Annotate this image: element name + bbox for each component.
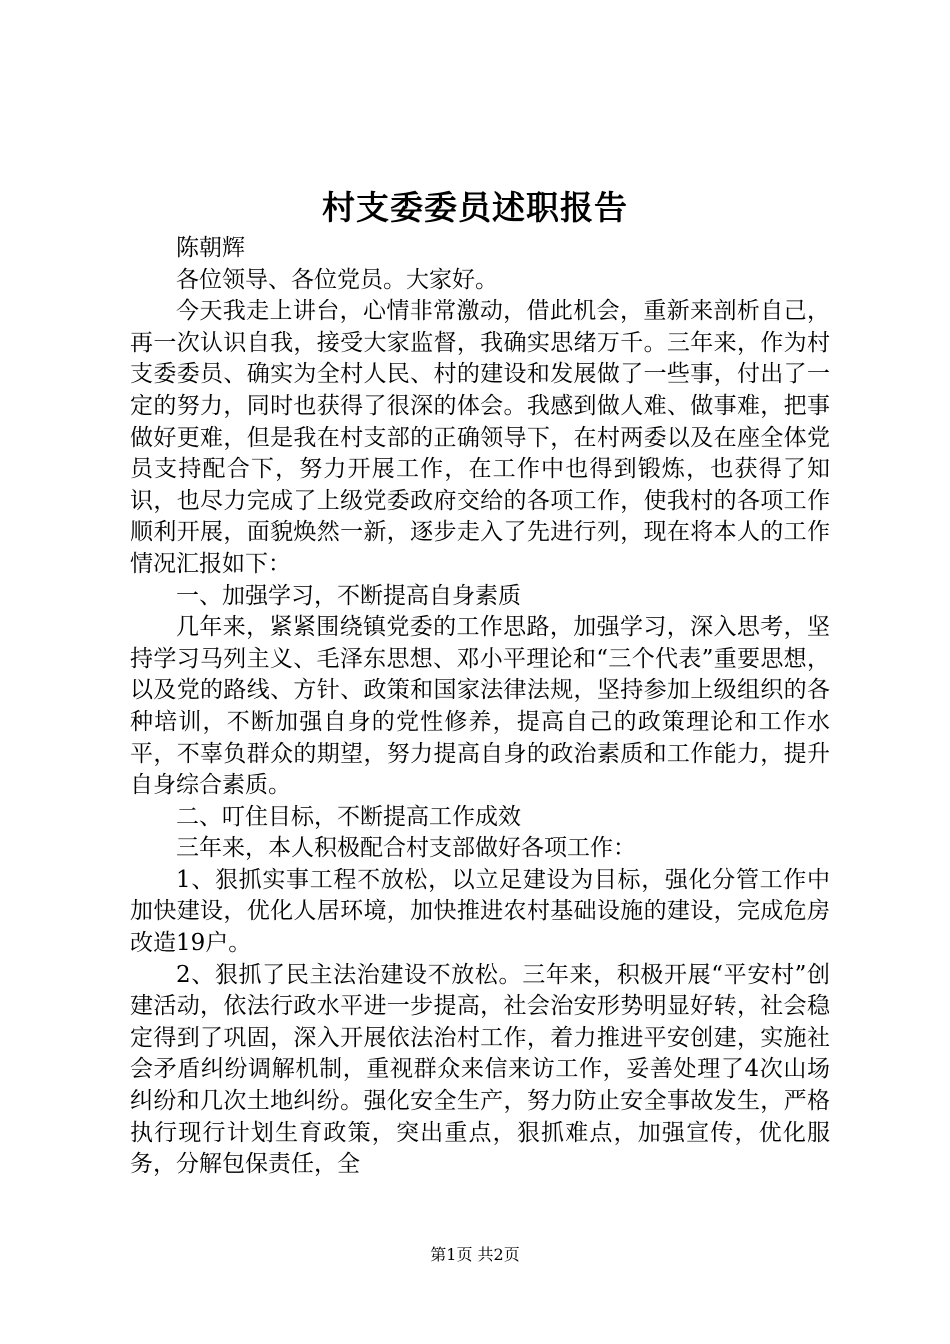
section-paragraph-1: 几年来，紧紧围绕镇党委的工作思路，加强学习，深入思考，坚持学习马列主义、毛泽东思想、邓小平理论和“三个代表”重要思想，以及党的路线、方针、政策和国家法律法规，坚持参加上级组织的各种培训，不断加强自身的党性修养，提高自己的政策理论和工作水平，不辜负群众的期望，努力提高自身的政治素质和工作能力，提升自身综合素质。 bbox=[130, 614, 830, 799]
section-heading-1: 一、加强学习，不断提高自身素质 bbox=[176, 582, 521, 609]
section-paragraph-2-intro: 三年来，本人积极配合村支部做好各项工作： bbox=[176, 835, 636, 862]
page-footer: 第1页 共2页 bbox=[430, 1245, 520, 1264]
greeting-paragraph: 各位领导、各位党员。大家好。 bbox=[176, 266, 498, 293]
list-item-1: 1、狠抓实事工程不放松，以立足建设为目标，强化分管工作中加快建设，优化人居环境，加快推进农村基础设施的建设，完成危房改造19户。 bbox=[130, 866, 830, 957]
section-heading-2: 二、叮住目标，不断提高工作成效 bbox=[176, 803, 521, 830]
document-title: 村支委委员述职报告 bbox=[322, 188, 628, 227]
list-item-2: 2、狠抓了民主法治建设不放松。三年来，积极开展“平安村”创建活动，依法行政水平进一步提高，社会治安形势明显好转，社会稳定得到了巩固，深入开展依法治村工作，着力推进平安创建，实施社会矛盾纠纷调解机制，重视群众来信来访工作，妥善处理了4次山场纠纷和几次土地纠纷。强化安全生产，努力防止安全事故发生，严格执行现行计划生育政策，突出重点，狠抓难点，加强宣传，优化服务，分解包保责任，全 bbox=[130, 961, 830, 1178]
document-body bbox=[130, 233, 830, 1181]
intro-paragraph: 今天我走上讲台，心情非常激动，借此机会，重新来剖析自己，再一次认识自我，接受大家监督，我确实思绪万千。三年来，作为村支委委员、确实为全村人民、村的建设和发展做了一些事，付出了一定的努力，同时也获得了很深的体会。我感到做人难、做事难，把事做好更难，但是我在村支部的正确领导下，在村两委以及在座全体党员支持配合下，努力开展工作，在工作中也得到锻炼，也获得了知识，也尽力完成了上级党委政府交给的各项工作，使我村的各项工作顺利开展，面貌焕然一新，逐步走入了先进行列，现在将本人的工作情况汇报如下： bbox=[130, 298, 830, 577]
author-name: 陈朝辉 bbox=[176, 235, 245, 261]
